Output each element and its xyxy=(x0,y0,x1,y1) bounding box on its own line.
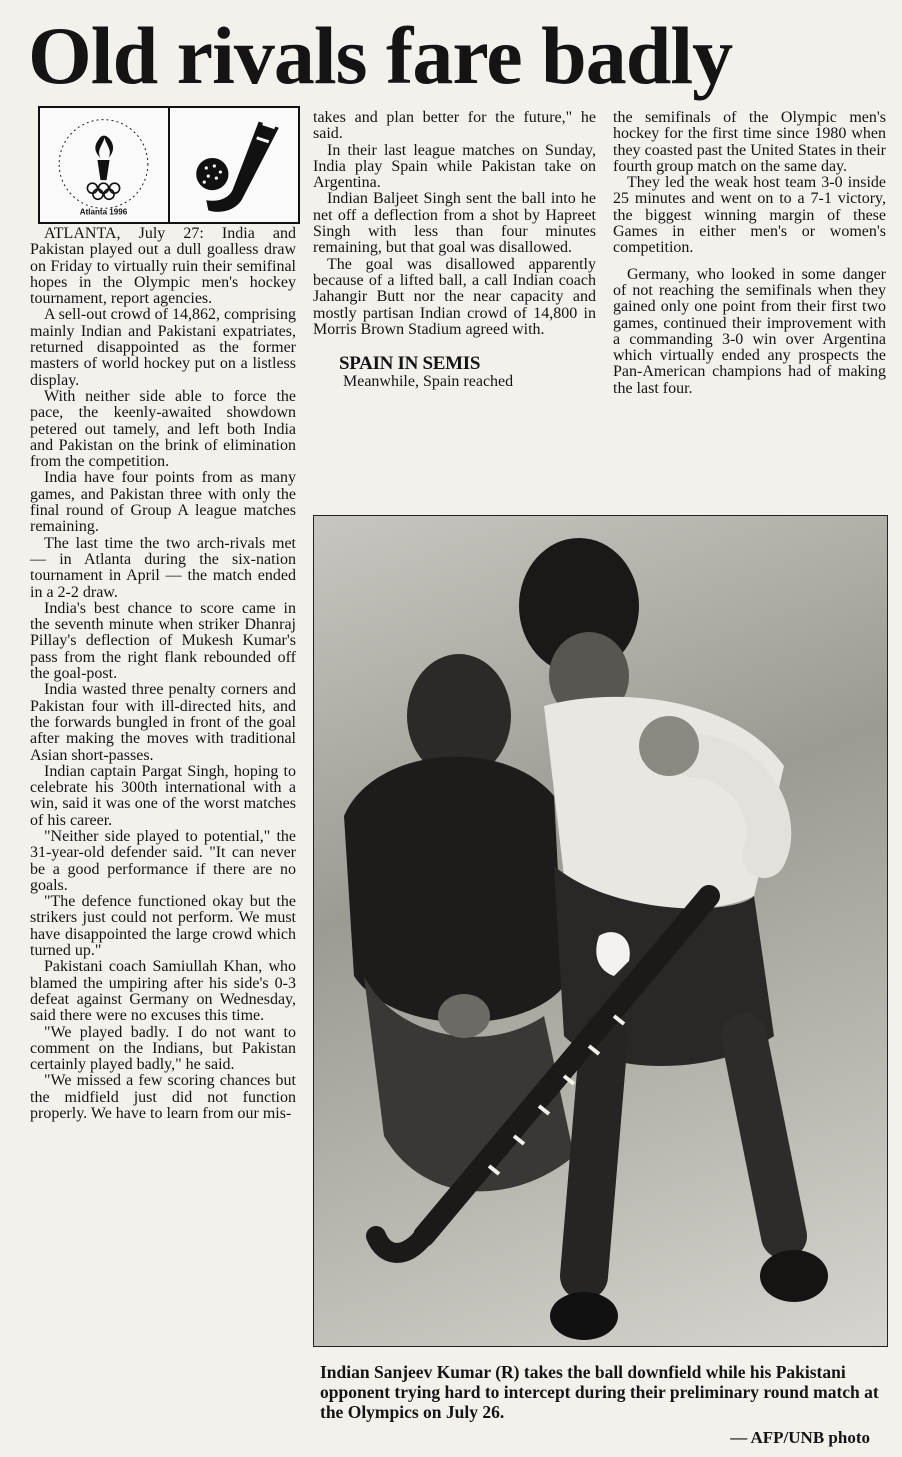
logo-box xyxy=(38,106,300,224)
paragraph: In their last league matches on Sunday, India play Spain while Pakistan take on Argentina. xyxy=(313,141,596,192)
paragraph: "We played badly. I do not want to comment on the Indians, but Pakistan certainly played badly," he said. xyxy=(30,1023,296,1074)
match-photo xyxy=(313,515,888,1347)
paragraph: Indian captain Pargat Singh, hoping to celebrate his 300th international with a win, said it was one of the worst matches of his career. xyxy=(30,762,296,829)
paragraph: Indian Baljeet Singh sent the ball into he net off a deflection from a shot by Hapreet Singh with less than four minutes remaining, but that goal was disallowed. xyxy=(313,190,596,257)
paragraph: Pakistani coach Samiullah Khan, who blamed the umpiring after his side's 0-3 defeat against Germany on Wednesday, said there were no excuses this time. xyxy=(30,958,296,1025)
subheading: SPAIN IN SEMIS xyxy=(339,353,481,375)
paragraph: "Neither side played to potential," the 31-year-old defender said. "It can never be a good performance if there are no goals. xyxy=(30,827,296,894)
paragraph: The goal was disallowed apparently because of a lifted ball, a call Indian coach Jahangir Butt nor the near capacity and mostly partisan Indian crowd of 14,800 in Morris Brown Stadium agreed with. xyxy=(313,255,596,338)
paragraph: India wasted three penalty corners and Pakistan four with ill-directed hits, and the forwards bungled in front of the goal after making the moves with traditional Asian short-passes. xyxy=(30,681,296,764)
atlanta-logo-text: Atlanta 1996 xyxy=(79,207,128,217)
paragraph: Germany, who looked in some danger of not reaching the semifinals when they gained only one point from their first two games, continued their improvement with a commanding 3-0 win over Argentina which virtually ended any prospects the Pan-American champions had of making the last four. xyxy=(613,265,886,397)
paragraph: "We missed a few scoring chances but the midfield just did not function properly. We have to learn from our mis- xyxy=(30,1072,296,1123)
atlanta-torch-rings-icon xyxy=(40,108,168,222)
paragraph: Meanwhile, Spain reached xyxy=(343,373,514,391)
paragraph: takes and plan better for the future," he said. xyxy=(313,109,596,143)
hockey-stick-ball-icon xyxy=(170,108,298,222)
paragraph: A sell-out crowd of 14,862, comprising mainly Indian and Pakistani expatriates, returned disappointed as the former masters of world hockey put on a listless display. xyxy=(30,306,296,389)
article-column-3 xyxy=(613,110,886,397)
photo-caption: Indian Sanjeev Kumar (R) takes the ball downfield while his Pakistani opponent trying hard to intercept during their preliminary round match at the Olympics on July 26. xyxy=(320,1362,879,1422)
paragraph: India have four points from as many games, and Pakistan three with only the final round of Group A league matches remaining. xyxy=(30,469,296,536)
paragraph: The last time the two arch-rivals met — in Atlanta during the six-nation tournament in April — the match ended in a 2-2 draw. xyxy=(30,534,296,601)
paragraph: "The defence functioned okay but the strikers just could not perform. We must have disappointed the large crowd which turned up." xyxy=(30,893,296,960)
photo-credit: — AFP/UNB photo xyxy=(730,1428,870,1447)
article-column-2 xyxy=(313,110,596,391)
paragraph: India's best chance to score came in the seventh minute when striker Dhanraj Pillay's deflection of Mukesh Kumar's pass from the right flank rebounded off the goal-post. xyxy=(30,599,296,683)
paragraph: With neither side able to force the pace, the keenly-awaited showdown petered out tamely, and left both India and Pakistan on the brink of elimination from the competition. xyxy=(30,387,296,471)
olympic-logo xyxy=(40,108,168,222)
hockey-logo xyxy=(168,108,298,222)
article-column-1 xyxy=(30,226,296,1122)
headline: Old rivals fare badly xyxy=(28,10,733,101)
paragraph: ATLANTA, July 27: India and Pakistan played out a dull goalless draw on Friday to virtually ruin their semifinal hopes in the Olympic men's hockey tournament, report agencies. xyxy=(30,225,296,308)
paragraph: They led the weak host team 3-0 inside 25 minutes and went on to a 7-1 victory, the biggest winning margin of these Games in either men's or women's competition. xyxy=(613,174,886,257)
paragraph: the semifinals of the Olympic men's hockey for the first time since 1980 when they coasted past the United States in their fourth group match on the same day. xyxy=(613,109,886,175)
